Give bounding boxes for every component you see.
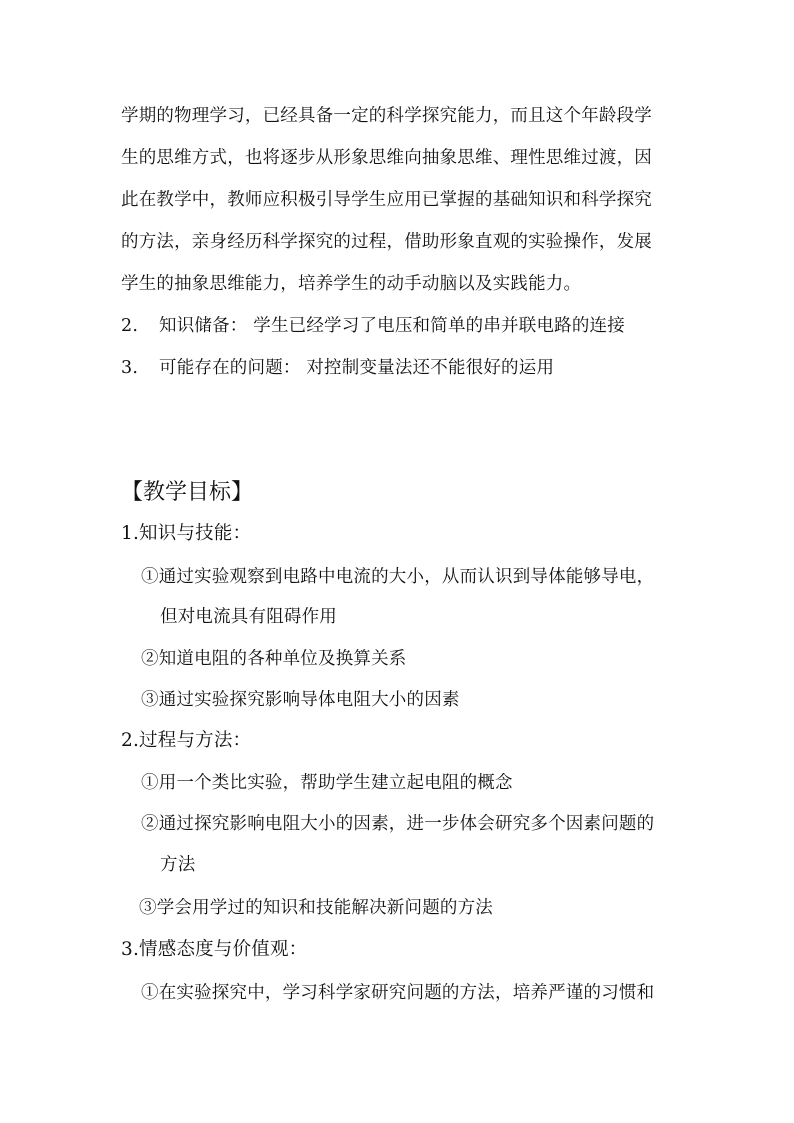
intro-line-5: 学生的抽象思维能力，培养学生的动手动脑以及实践能力。 [121, 274, 582, 294]
goal-knowledge-item-1-cont: 但对电流具有阻碍作用 [160, 607, 337, 627]
goal-process-item-1: ①用一个类比实验，帮助学生建立起电阻的概念 [141, 773, 513, 793]
numbered-item-2 [121, 314, 625, 338]
goal-emotion-title: 3.情感态度与价值观： [121, 939, 308, 960]
goal-emotion-item-1: ①在实验探究中，学习科学家研究问题的方法，培养严谨的习惯和 [141, 983, 655, 1003]
goal-knowledge-item-3: ③通过实验探究影响导体电阻大小的因素 [141, 690, 460, 710]
goal-process-item-2: ②通过探究影响电阻大小的因素，进一步体会研究多个因素问题的 [141, 814, 655, 834]
goal-knowledge-title: 1.知识与技能： [121, 523, 252, 544]
goal-knowledge-item-1: ①通过实验观察到电路中电流的大小，从而认识到导体能够导电， [141, 567, 655, 587]
intro-line-4: 的方法，亲身经历科学探究的过程，借助形象直观的实验操作，发展 [121, 232, 652, 252]
intro-line-3: 此在教学中，教师应积极引导学生应用已掌握的基础知识和科学探究 [121, 190, 652, 210]
item-text: 可能存在的问题： 对控制变量法还不能很好的运用 [159, 358, 555, 378]
section-title-teaching-goals: 【教学目标】 [121, 480, 254, 505]
goal-knowledge-item-2: ②知道电阻的各种单位及换算关系 [141, 649, 407, 669]
item-text: 知识储备： 学生已经学习了电压和简单的串并联电路的连接 [159, 316, 625, 336]
intro-line-1: 学期的物理学习，已经具备一定的科学探究能力，而且这个年龄段学 [121, 106, 652, 126]
goal-process-item-3: ③学会用学过的知识和技能解决新问题的方法 [139, 898, 493, 918]
goal-process-title: 2.过程与方法： [121, 730, 252, 751]
numbered-item-3 [121, 356, 554, 380]
item-number: 3. [121, 358, 139, 378]
goal-process-item-2-cont: 方法 [160, 855, 196, 875]
intro-line-2: 生的思维方式，也将逐步从形象思维向抽象思维、理性思维过渡，因 [121, 148, 652, 168]
item-number: 2. [121, 316, 139, 336]
